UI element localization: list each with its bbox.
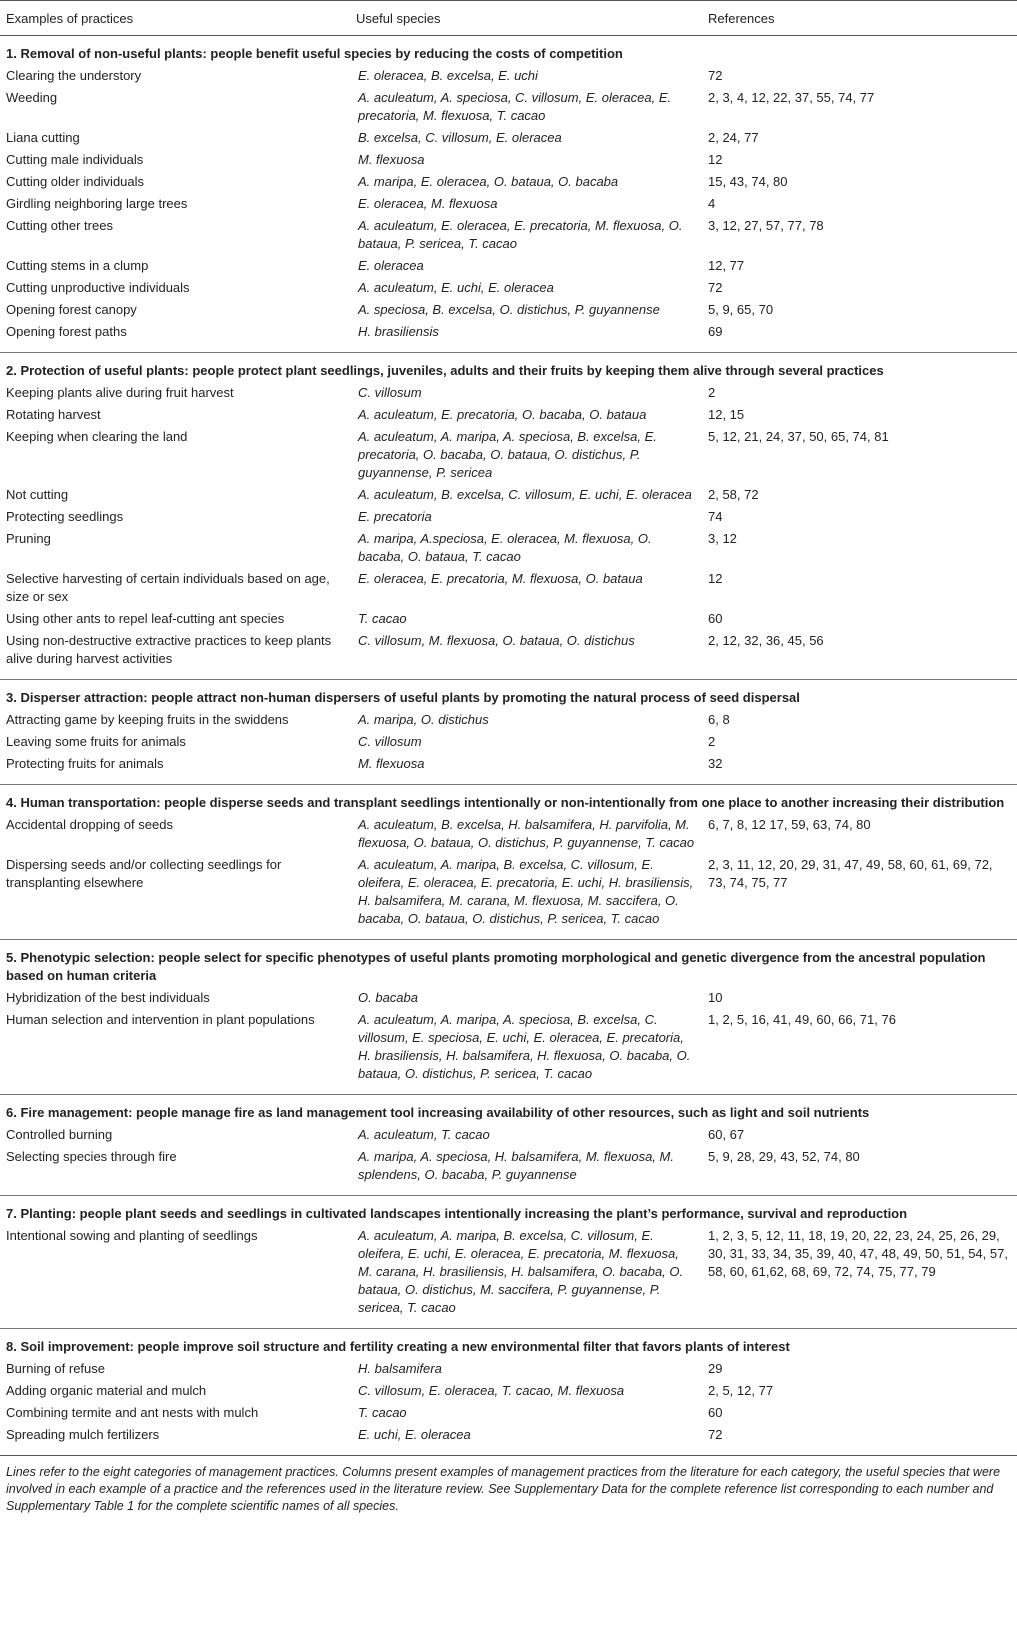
references-cell: 5, 12, 21, 24, 37, 50, 65, 74, 81 <box>708 429 889 444</box>
separator-line <box>0 776 1017 785</box>
practice-cell: Selecting species through fire <box>6 1149 177 1164</box>
practice-cell: Spreading mulch fertilizers <box>6 1427 160 1442</box>
practice-cell: Accidental dropping of seeds <box>6 817 173 832</box>
species-cell: A. aculeatum, E. uchi, E. oleracea <box>358 280 554 295</box>
references-cell: 2, 12, 32, 36, 45, 56 <box>708 633 824 648</box>
species-cell: C. villosum <box>358 734 422 749</box>
references-cell: 2, 3, 4, 12, 22, 37, 55, 74, 77 <box>708 90 875 105</box>
species-cell: O. bacaba <box>358 990 418 1005</box>
practice-cell: Intentional sowing and planting of seedlings <box>6 1228 258 1243</box>
category-row <box>0 940 1017 989</box>
species-cell: H. brasiliensis <box>358 324 439 339</box>
table-row <box>0 732 1017 754</box>
species-cell: A. aculeatum, A. maripa, B. excelsa, C. villosum, E. oleifera, E. uchi, E. oleracea, E. precatoria, M. flexuosa, M. carana, H. brasiliensis, H. balsamifera, O. bacaba, O. bataua, O. distichus, M. saccifera, P. guyannense, P. sericea, T. cacao <box>358 1228 684 1315</box>
table-body <box>0 36 1017 1448</box>
table-row <box>0 815 1017 855</box>
practice-cell: Hybridization of the best individuals <box>6 990 210 1005</box>
practice-cell: Pruning <box>6 531 51 546</box>
references-cell: 15, 43, 74, 80 <box>708 174 788 189</box>
references-cell: 74 <box>708 509 723 524</box>
practice-cell: Protecting fruits for animals <box>6 756 164 771</box>
practice-cell: Liana cutting <box>6 130 80 145</box>
table-row <box>0 427 1017 485</box>
practice-cell: Using other ants to repel leaf-cutting ant species <box>6 611 285 626</box>
table-row <box>0 194 1017 216</box>
species-cell: A. speciosa, B. excelsa, O. distichus, P. guyannense <box>358 302 660 317</box>
table-row <box>0 1147 1017 1187</box>
practice-cell: Human selection and intervention in plant populations <box>6 1012 315 1027</box>
species-cell: T. cacao <box>358 611 407 626</box>
species-cell: A. aculeatum, A. speciosa, C. villosum, E. oleracea, E. precatoria, M. flexuosa, T. cacao <box>358 90 672 123</box>
practice-cell: Opening forest paths <box>6 324 127 339</box>
species-cell: A. maripa, A.speciosa, E. oleracea, M. flexuosa, O. bacaba, O. bataua, T. cacao <box>358 531 652 564</box>
practice-cell: Not cutting <box>6 487 69 502</box>
practice-cell: Adding organic material and mulch <box>6 1383 207 1398</box>
table-row <box>0 609 1017 631</box>
table-row <box>0 88 1017 128</box>
species-cell: E. oleracea <box>358 258 424 273</box>
species-cell: A. aculeatum, A. maripa, B. excelsa, C. villosum, E. oleifera, E. oleracea, E. precatoria, E. uchi, H. brasiliensis, H. balsamifera, M. carana, M. flexuosa, M. saccifera, O. bacaba, O. bataua, O. distichus, P. sericea, T. cacao <box>358 857 694 926</box>
species-cell: A. aculeatum, T. cacao <box>358 1127 490 1142</box>
table-row <box>0 1359 1017 1381</box>
category-title: 6. Fire management: people manage fire as land management tool increasing availability of other resources, such as light and soil nutrients <box>6 1105 870 1120</box>
table-footnote: Lines refer to the eight categories of management practices. Columns present examples of management practices from the literature for each category, the useful species that were involved in each example of a practice and the references used in the literature review. See Supplementary Data for the complete reference list corresponding to each number and Supplementary Table 1 for the complete scientific names of all species. <box>0 1455 1017 1515</box>
species-cell: C. villosum, M. flexuosa, O. bataua, O. distichus <box>358 633 635 648</box>
table-row <box>0 216 1017 256</box>
species-cell: A. aculeatum, B. excelsa, H. balsamifera, H. parvifolia, M. flexuosa, O. bataua, O. distichus, P. guyannense, T. cacao <box>358 817 695 850</box>
species-cell: A. maripa, O. distichus <box>358 712 489 727</box>
category-row <box>0 36 1017 67</box>
species-cell: A. aculeatum, E. oleracea, E. precatoria, M. flexuosa, O. bataua, P. sericea, T. cacao <box>358 218 683 251</box>
references-cell: 2 <box>708 385 716 400</box>
references-cell: 2, 58, 72 <box>708 487 759 502</box>
table-row <box>0 172 1017 194</box>
references-cell: 3, 12, 27, 57, 77, 78 <box>708 218 824 233</box>
header-practices: Examples of practices <box>0 1 350 36</box>
references-cell: 5, 9, 28, 29, 43, 52, 74, 80 <box>708 1149 860 1164</box>
table-row <box>0 529 1017 569</box>
species-cell: M. flexuosa <box>358 756 425 771</box>
references-cell: 72 <box>708 1427 723 1442</box>
references-cell: 60 <box>708 1405 723 1420</box>
references-cell: 12, 15 <box>708 407 745 422</box>
practice-cell: Opening forest canopy <box>6 302 137 317</box>
table-row <box>0 383 1017 405</box>
species-cell: E. oleracea, M. flexuosa <box>358 196 498 211</box>
references-cell: 2 <box>708 734 716 749</box>
category-title: 3. Disperser attraction: people attract non-human dispersers of useful plants by promoting the natural process of seed dispersal <box>6 690 800 705</box>
species-cell: H. balsamifera <box>358 1361 442 1376</box>
references-cell: 10 <box>708 990 723 1005</box>
practice-cell: Girdling neighboring large trees <box>6 196 188 211</box>
species-cell: A. aculeatum, E. precatoria, O. bacaba, O. bataua <box>358 407 647 422</box>
references-cell: 12 <box>708 152 723 167</box>
table-row <box>0 631 1017 671</box>
references-cell: 2, 3, 11, 12, 20, 29, 31, 47, 49, 58, 60, 61, 69, 72, 73, 74, 75, 77 <box>708 857 993 890</box>
table-row <box>0 1226 1017 1320</box>
separator-line <box>0 1086 1017 1095</box>
practice-cell: Weeding <box>6 90 58 105</box>
table-row <box>0 1403 1017 1425</box>
practice-cell: Burning of refuse <box>6 1361 106 1376</box>
practice-cell: Controlled burning <box>6 1127 113 1142</box>
species-cell: B. excelsa, C. villosum, E. oleracea <box>358 130 562 145</box>
practice-cell: Selective harvesting of certain individuals based on age, size or sex <box>6 571 330 604</box>
references-cell: 29 <box>708 1361 723 1376</box>
species-cell: E. uchi, E. oleracea <box>358 1427 471 1442</box>
practice-cell: Keeping when clearing the land <box>6 429 188 444</box>
table-row <box>0 66 1017 88</box>
references-cell: 2, 5, 12, 77 <box>708 1383 774 1398</box>
table-row <box>0 405 1017 427</box>
species-cell: A. aculeatum, A. maripa, A. speciosa, B. excelsa, E. precatoria, O. bacaba, O. bataua, O. distichus, P. guyannense, P. sericea <box>358 429 657 480</box>
practice-cell: Using non-destructive extractive practices to keep plants alive during harvest activities <box>6 633 332 666</box>
category-separator <box>0 931 1017 940</box>
practice-cell: Clearing the understory <box>6 68 142 83</box>
references-cell: 3, 12 <box>708 531 737 546</box>
category-title: 8. Soil improvement: people improve soil structure and fertility creating a new environmental filter that favors plants of interest <box>6 1339 790 1354</box>
species-cell: C. villosum <box>358 385 422 400</box>
references-cell: 12, 77 <box>708 258 745 273</box>
category-row <box>0 1329 1017 1360</box>
references-cell: 32 <box>708 756 723 771</box>
category-row <box>0 1196 1017 1227</box>
separator-line <box>0 344 1017 353</box>
practice-cell: Cutting other trees <box>6 218 113 233</box>
table-row <box>0 1125 1017 1147</box>
table-row <box>0 300 1017 322</box>
practice-cell: Keeping plants alive during fruit harvest <box>6 385 234 400</box>
category-title: 4. Human transportation: people disperse seeds and transplant seedlings intentionally or non-intentionally from one place to another increasing their distribution <box>6 795 1005 810</box>
practice-cell: Dispersing seeds and/or collecting seedlings for transplanting elsewhere <box>6 857 282 890</box>
table-row <box>0 569 1017 609</box>
species-cell: E. precatoria <box>358 509 432 524</box>
table-row <box>0 507 1017 529</box>
references-cell: 6, 7, 8, 12 17, 59, 63, 74, 80 <box>708 817 871 832</box>
category-separator <box>0 1187 1017 1196</box>
table-row <box>0 128 1017 150</box>
practice-cell: Cutting unproductive individuals <box>6 280 190 295</box>
header-species: Useful species <box>350 1 702 36</box>
references-cell: 5, 9, 65, 70 <box>708 302 774 317</box>
species-cell: A. aculeatum, A. maripa, A. speciosa, B. excelsa, C. villosum, E. speciosa, E. uchi, E. oleracea, E. precatoria, H. brasiliensis, H. balsamifera, H. flexuosa, O. bacaba, O. bataua, O. distichus, P. sericea, T. cacao <box>358 1012 691 1081</box>
category-separator <box>0 1086 1017 1095</box>
table-row <box>0 322 1017 344</box>
references-cell: 6, 8 <box>708 712 730 727</box>
table-row <box>0 855 1017 931</box>
category-title: 5. Phenotypic selection: people select for specific phenotypes of useful plants promoting morphological and genetic divergence from the ancestral population based on human criteria <box>6 950 986 983</box>
references-cell: 4 <box>708 196 716 211</box>
references-cell: 60 <box>708 611 723 626</box>
species-cell: M. flexuosa <box>358 152 425 167</box>
separator-line <box>0 1320 1017 1329</box>
references-cell: 60, 67 <box>708 1127 745 1142</box>
category-row <box>0 785 1017 816</box>
references-cell: 1, 2, 3, 5, 12, 11, 18, 19, 20, 22, 23, 24, 25, 26, 29, 30, 31, 33, 34, 35, 39, 40, 47, 48, 49, 50, 51, 54, 57, 58, 60, 61,62, 68, 69, 72, 74, 75, 77, 79 <box>708 1228 1008 1279</box>
table-row <box>0 485 1017 507</box>
header-references: References <box>702 1 1017 36</box>
separator-line <box>0 931 1017 940</box>
references-cell: 72 <box>708 280 723 295</box>
references-cell: 72 <box>708 68 723 83</box>
species-cell: A. maripa, A. speciosa, H. balsamifera, M. flexuosa, M. splendens, O. bacaba, P. guyannense <box>358 1149 674 1182</box>
practice-cell: Cutting stems in a clump <box>6 258 149 273</box>
practice-cell: Combining termite and ant nests with mulch <box>6 1405 259 1420</box>
table-header <box>0 1 1017 36</box>
practice-cell: Cutting male individuals <box>6 152 144 167</box>
practice-cell: Attracting game by keeping fruits in the swiddens <box>6 712 289 727</box>
category-row <box>0 353 1017 384</box>
practice-cell: Cutting older individuals <box>6 174 145 189</box>
table-row <box>0 150 1017 172</box>
category-title: 7. Planting: people plant seeds and seedlings in cultivated landscapes intentionally increasing the plant’s performance, survival and reproduction <box>6 1206 908 1221</box>
separator-line <box>0 671 1017 680</box>
table-row <box>0 710 1017 732</box>
category-row <box>0 1095 1017 1126</box>
category-separator <box>0 1320 1017 1329</box>
references-cell: 12 <box>708 571 723 586</box>
category-separator <box>0 776 1017 785</box>
table-row <box>0 1010 1017 1086</box>
table-row <box>0 278 1017 300</box>
species-cell: A. aculeatum, B. excelsa, C. villosum, E. uchi, E. oleracea <box>358 487 692 502</box>
table-row <box>0 1381 1017 1403</box>
separator-line <box>0 1187 1017 1196</box>
practice-cell: Rotating harvest <box>6 407 101 422</box>
species-cell: E. oleracea, E. precatoria, M. flexuosa, O. bataua <box>358 571 643 586</box>
species-cell: A. maripa, E. oleracea, O. bataua, O. bacaba <box>358 174 619 189</box>
species-cell: E. oleracea, B. excelsa, E. uchi <box>358 68 538 83</box>
references-cell: 2, 24, 77 <box>708 130 759 145</box>
practice-cell: Leaving some fruits for animals <box>6 734 186 749</box>
species-cell: C. villosum, E. oleracea, T. cacao, M. flexuosa <box>358 1383 625 1398</box>
category-row <box>0 680 1017 711</box>
category-title: 2. Protection of useful plants: people protect plant seedlings, juveniles, adults and their fruits by keeping them alive through several practices <box>6 363 884 378</box>
references-cell: 69 <box>708 324 723 339</box>
table-row <box>0 1425 1017 1447</box>
practice-cell: Protecting seedlings <box>6 509 124 524</box>
category-separator <box>0 344 1017 353</box>
category-separator <box>0 671 1017 680</box>
species-cell: T. cacao <box>358 1405 407 1420</box>
table-row <box>0 754 1017 776</box>
category-title: 1. Removal of non-useful plants: people benefit useful species by reducing the costs of competition <box>6 46 623 61</box>
table-row <box>0 988 1017 1010</box>
references-cell: 1, 2, 5, 16, 41, 49, 60, 66, 71, 76 <box>708 1012 896 1027</box>
table-row <box>0 256 1017 278</box>
